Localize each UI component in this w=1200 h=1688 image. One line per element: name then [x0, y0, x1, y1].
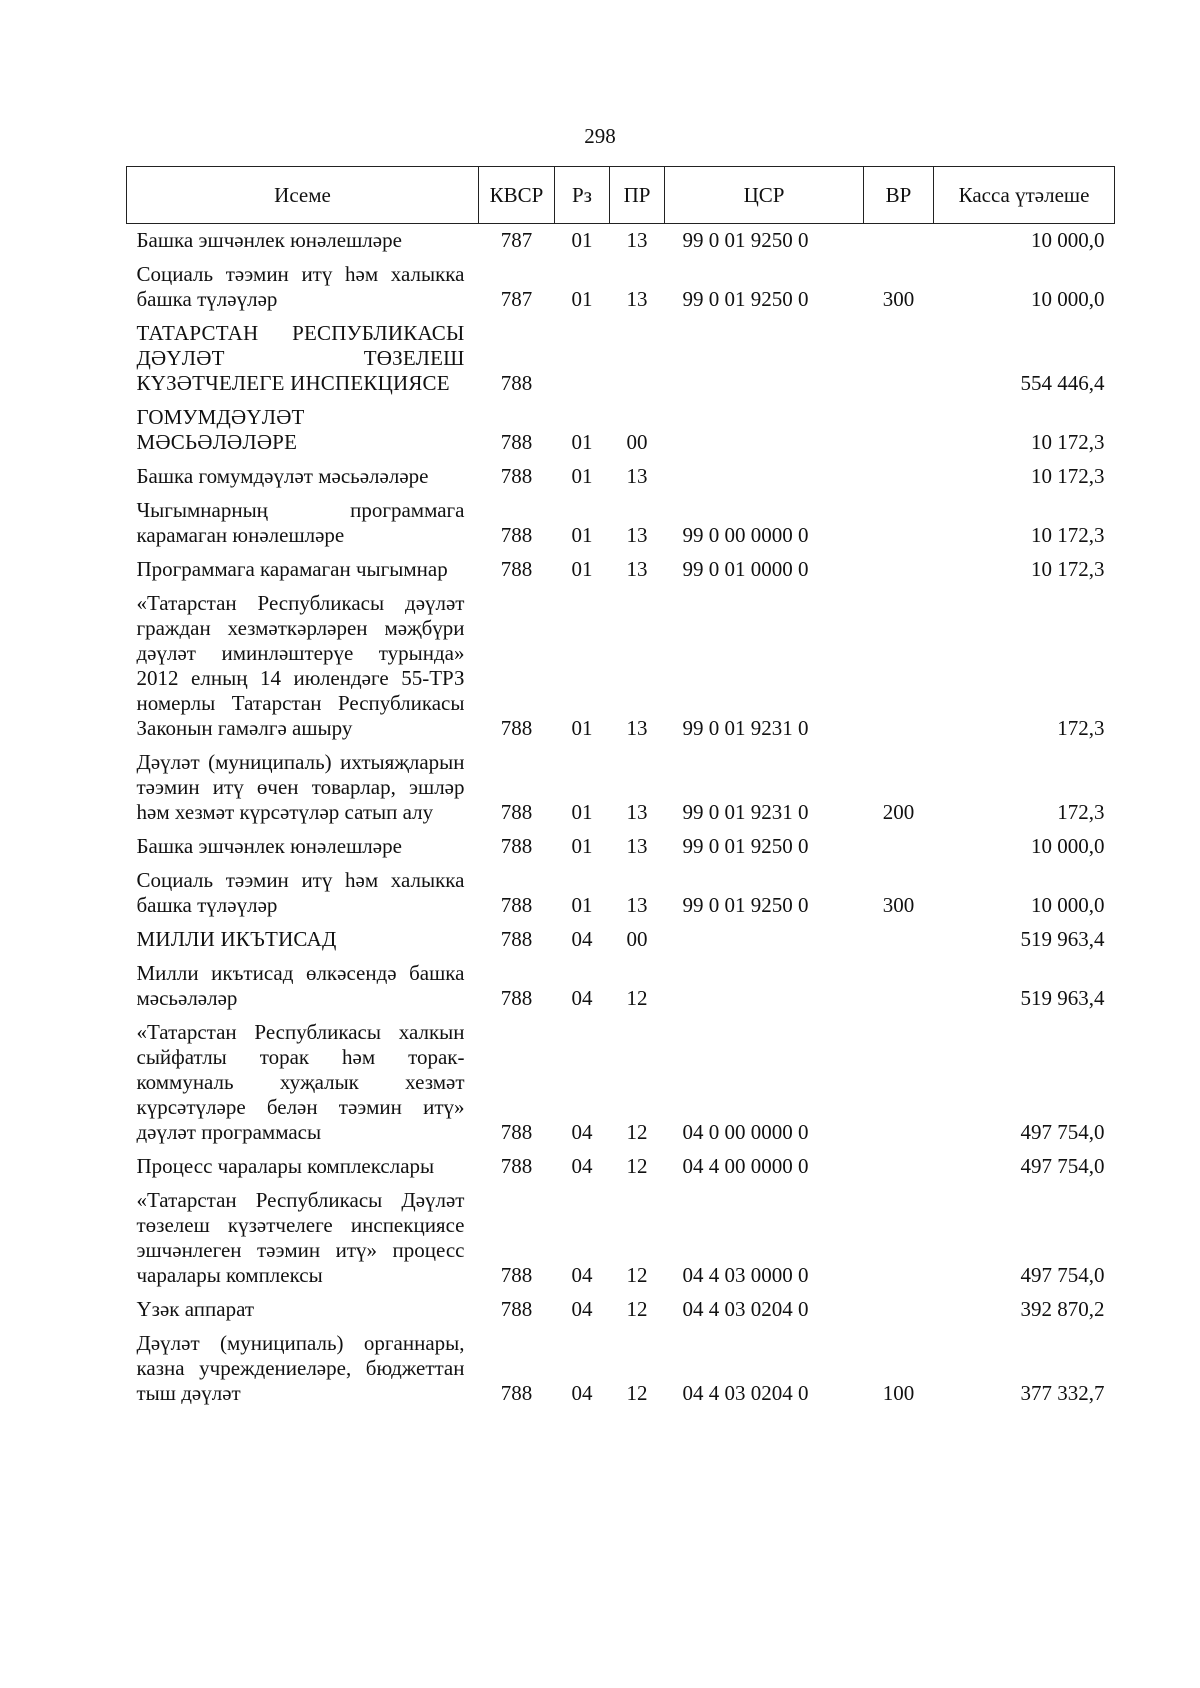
row-amount: 10 000,0: [1031, 893, 1105, 917]
row-name: Башка гомумдәүләт мәсьәләләре: [136, 464, 429, 488]
row-pr: 12: [626, 986, 648, 1010]
header-name: Исеме: [127, 167, 479, 224]
table-row: [127, 957, 1115, 1016]
header-kvsr: КВСР: [479, 167, 555, 224]
row-amount: 392 870,2: [1020, 1297, 1105, 1321]
table-row: [127, 258, 1115, 317]
table-row: [127, 746, 1115, 830]
row-name: Башка эшчәнлек юнәлешләре: [136, 834, 402, 858]
table-row: [127, 224, 1115, 259]
header-pr: ПР: [610, 167, 665, 224]
row-amount: 10 000,0: [1031, 228, 1105, 252]
row-pr: 13: [626, 834, 648, 858]
table-row: [127, 1150, 1115, 1184]
row-name: МИЛЛИ ИКЪТИСАД: [136, 927, 337, 951]
row-amount: 497 754,0: [1020, 1120, 1105, 1144]
row-rz: 04: [571, 927, 593, 951]
row-pr: [610, 317, 665, 401]
row-csr: [665, 460, 864, 494]
row-csr: 99 0 01 9250 0: [682, 893, 809, 917]
table-row: [127, 317, 1115, 401]
row-pr: 13: [626, 893, 648, 917]
row-amount: 10 172,3: [1031, 464, 1105, 488]
table-row: [127, 460, 1115, 494]
table-row: [127, 494, 1115, 553]
row-kvsr: 788: [500, 430, 533, 454]
row-name: Социаль тәэмин итү һәм халыкка башка түләүләр: [136, 868, 465, 917]
row-kvsr: 788: [500, 800, 533, 824]
row-rz: 04: [571, 986, 593, 1010]
table-body: [127, 224, 1115, 1412]
row-name: Социаль тәэмин итү һәм халыкка башка түләүләр: [136, 262, 465, 311]
row-name: ТАТАРСТАН РЕСПУБЛИКАСЫ ДӘҮЛӘТ ТӨЗЕЛЕШ КҮЗӘТЧЕЛЕГЕ ИНСПЕКЦИЯСЕ: [136, 321, 465, 395]
row-rz: 01: [571, 464, 593, 488]
row-kvsr: 788: [500, 523, 533, 547]
row-pr: 00: [626, 927, 648, 951]
row-csr: 99 0 00 0000 0: [682, 523, 809, 547]
row-pr: 13: [626, 464, 648, 488]
row-vr: [864, 1016, 934, 1150]
row-amount: 10 172,3: [1031, 430, 1105, 454]
row-kvsr: 788: [500, 1297, 533, 1321]
row-vr: [864, 460, 934, 494]
row-rz: 01: [571, 834, 593, 858]
row-name: ГОМУМДӘҮЛӘТ МӘСЬӘЛӘЛӘРЕ: [136, 405, 305, 454]
row-kvsr: 787: [500, 287, 533, 311]
row-vr: [864, 830, 934, 864]
row-csr: [665, 923, 864, 957]
row-rz: 01: [571, 287, 593, 311]
row-kvsr: 788: [500, 1154, 533, 1178]
row-pr: 13: [626, 287, 648, 311]
row-rz: 01: [571, 557, 593, 581]
row-vr: 100: [882, 1381, 915, 1405]
row-csr: 04 4 00 0000 0: [682, 1154, 809, 1178]
row-amount: 519 963,4: [1020, 986, 1105, 1010]
row-vr: 300: [882, 893, 915, 917]
row-name: «Татарстан Республикасы дәүләт граждан хезмәткәрләрен мәҗбүри дәүләт иминләштерүе турында» 2012 елның 14 июлендәге 55-ТРЗ номерлы Татарстан Республикасы Законын гамәлгә ашыру: [136, 591, 465, 740]
row-rz: 04: [571, 1263, 593, 1287]
row-csr: [665, 957, 864, 1016]
row-rz: 04: [571, 1120, 593, 1144]
row-rz: 04: [571, 1154, 593, 1178]
row-kvsr: 788: [500, 464, 533, 488]
row-vr: [864, 494, 934, 553]
row-kvsr: 788: [500, 927, 533, 951]
row-csr: [665, 317, 864, 401]
row-kvsr: 788: [500, 1120, 533, 1144]
row-csr: [665, 401, 864, 460]
row-rz: 01: [571, 430, 593, 454]
row-vr: [864, 317, 934, 401]
row-rz: 01: [571, 228, 593, 252]
row-rz: 04: [571, 1297, 593, 1321]
row-kvsr: 788: [500, 834, 533, 858]
row-amount: 10 000,0: [1031, 834, 1105, 858]
row-rz: 01: [571, 800, 593, 824]
row-csr: 99 0 01 9231 0: [682, 800, 809, 824]
row-pr: 12: [626, 1154, 648, 1178]
row-rz: 01: [571, 716, 593, 740]
row-pr: 13: [626, 523, 648, 547]
row-vr: 300: [882, 287, 915, 311]
row-csr: 99 0 01 9231 0: [682, 716, 809, 740]
row-amount: 172,3: [1057, 800, 1105, 824]
row-kvsr: 788: [500, 1263, 533, 1287]
header-rz: Рз: [555, 167, 610, 224]
row-pr: 13: [626, 557, 648, 581]
header-kassa: Касса үтәлеше: [934, 167, 1115, 224]
row-vr: [864, 224, 934, 259]
budget-table: [126, 166, 1115, 1411]
row-amount: 10 172,3: [1031, 557, 1105, 581]
row-csr: 99 0 01 9250 0: [682, 834, 809, 858]
table-row: [127, 1327, 1115, 1411]
row-pr: 12: [626, 1297, 648, 1321]
row-csr: 04 4 03 0204 0: [682, 1381, 809, 1405]
header-vr: ВР: [864, 167, 934, 224]
row-rz: 04: [571, 1381, 593, 1405]
row-amount: 377 332,7: [1020, 1381, 1105, 1405]
row-csr: 04 4 03 0000 0: [682, 1263, 809, 1287]
row-vr: [864, 957, 934, 1016]
row-name: Дәүләт (муниципаль) ихтыяҗларын тәэмин итү өчен товарлар, эшләр һәм хезмәт күрсәтүләр сатып алу: [136, 750, 465, 824]
row-vr: [864, 553, 934, 587]
header-csr: ЦСР: [665, 167, 864, 224]
row-amount: 554 446,4: [1020, 371, 1105, 395]
row-csr: 04 0 00 0000 0: [682, 1120, 809, 1144]
row-amount: 519 963,4: [1020, 927, 1105, 951]
row-vr: [864, 1150, 934, 1184]
row-name: Милли икътисад өлкәсендә башка мәсьәләләр: [136, 961, 465, 1010]
row-kvsr: 788: [500, 986, 533, 1010]
row-pr: 00: [626, 430, 648, 454]
table-row: [127, 401, 1115, 460]
row-pr: 12: [626, 1263, 648, 1287]
row-rz: [555, 317, 610, 401]
page-number: 298: [584, 124, 616, 148]
row-vr: [864, 587, 934, 746]
row-name: Башка эшчәнлек юнәлешләре: [136, 228, 402, 252]
table-row: [127, 923, 1115, 957]
row-amount: 497 754,0: [1020, 1154, 1105, 1178]
table-row: [127, 1184, 1115, 1293]
row-kvsr: 788: [500, 716, 533, 740]
table-row: [127, 1293, 1115, 1327]
row-rz: 01: [571, 523, 593, 547]
row-kvsr: 788: [500, 893, 533, 917]
row-kvsr: 787: [500, 228, 533, 252]
row-pr: 13: [626, 800, 648, 824]
row-rz: 01: [571, 893, 593, 917]
row-kvsr: 788: [500, 1381, 533, 1405]
row-pr: 13: [626, 228, 648, 252]
table-header: [127, 167, 1115, 224]
row-amount: 10 000,0: [1031, 287, 1105, 311]
row-pr: 12: [626, 1120, 648, 1144]
row-kvsr: 788: [500, 557, 533, 581]
row-vr: 200: [882, 800, 915, 824]
row-vr: [864, 401, 934, 460]
row-amount: 10 172,3: [1031, 523, 1105, 547]
row-vr: [864, 923, 934, 957]
row-vr: [864, 1184, 934, 1293]
row-name: Үзәк аппарат: [136, 1297, 255, 1321]
row-pr: 12: [626, 1381, 648, 1405]
row-name: Чыгымнарның программага карамаган юнәлешләре: [136, 498, 465, 547]
row-csr: 99 0 01 9250 0: [682, 287, 809, 311]
row-amount: 497 754,0: [1020, 1263, 1105, 1287]
row-name: «Татарстан Республикасы Дәүләт төзелеш күзәтчелеге инспекциясе эшчәнлеген тәэмин итү» процесс чаралары комплексы: [136, 1188, 465, 1287]
row-kvsr: 788: [500, 371, 533, 395]
row-pr: 13: [626, 716, 648, 740]
row-name: Программага карамаган чыгымнар: [136, 557, 448, 581]
table-row: [127, 553, 1115, 587]
row-csr: 99 0 01 9250 0: [682, 228, 809, 252]
row-amount: 172,3: [1057, 716, 1105, 740]
row-name: Процесс чаралары комплекслары: [136, 1154, 435, 1178]
row-csr: 99 0 01 0000 0: [682, 557, 809, 581]
table-row: [127, 587, 1115, 746]
row-name: «Татарстан Республикасы халкын сыйфатлы торак һәм торак-коммуналь хуҗалык хезмәт күрсәтүләре белән тәэмин итү» дәүләт программасы: [136, 1020, 465, 1144]
row-name: Дәүләт (муниципаль) органнары, казна учреждениеләре, бюджеттан тыш дәүләт: [136, 1331, 465, 1405]
row-csr: 04 4 03 0204 0: [682, 1297, 809, 1321]
table-row: [127, 864, 1115, 923]
row-vr: [864, 1293, 934, 1327]
table-row: [127, 1016, 1115, 1150]
table-row: [127, 830, 1115, 864]
